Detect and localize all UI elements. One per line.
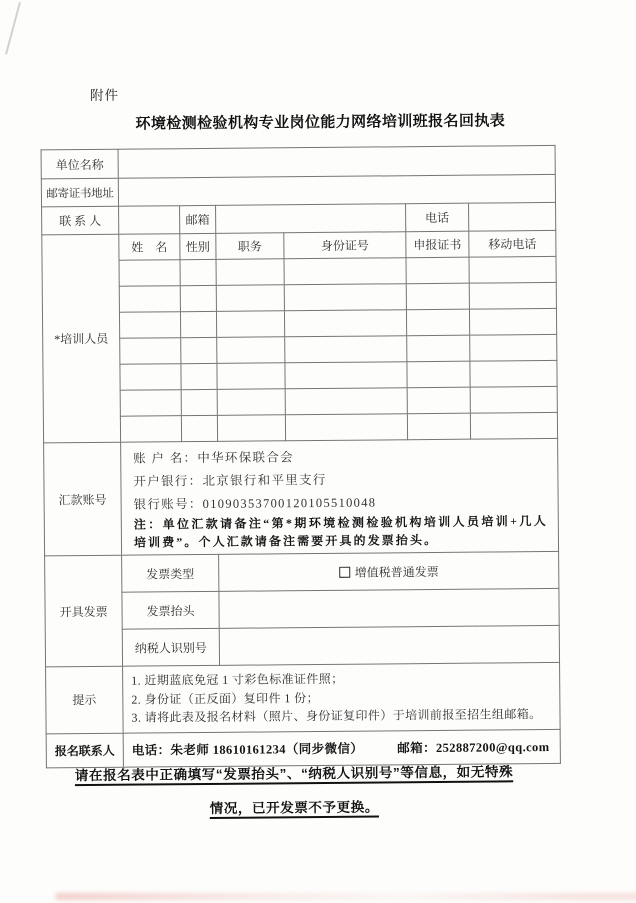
- trainee-input-cell: [120, 364, 181, 391]
- contact-phone-cell: [469, 202, 556, 231]
- trainee-input-cell: [285, 336, 407, 363]
- tip-line-3: 3. 请将此表及报名材料（照片、身份证复印件）于培训前报至招生组邮箱。: [131, 707, 542, 725]
- footer-line-2: 情况，已开发票不予更换。: [209, 799, 379, 816]
- scan-artifact-smudge: [55, 893, 636, 900]
- mail-address-row: [41, 174, 555, 206]
- mail-address-label: 邮寄证书地址: [41, 178, 118, 207]
- trainee-input-cell: [284, 284, 406, 311]
- trainee-input-cell: [470, 412, 557, 439]
- trainee-input-cell: [406, 257, 469, 284]
- invoice-title-input-cell: [219, 588, 559, 628]
- trainee-input-cell: [119, 286, 180, 313]
- invoice-type-row: [45, 551, 559, 592]
- trainee-input-cell: [469, 282, 556, 309]
- contact-row: [42, 202, 556, 234]
- trainee-input-cell: [216, 311, 284, 338]
- taxpayer-id-label: 纳税人识别号: [122, 628, 219, 666]
- contact-email-cell: [216, 204, 406, 234]
- trainee-input-cell: [284, 310, 406, 337]
- remittance-content: [121, 438, 559, 555]
- trainee-col-mobile: 移动电话: [469, 230, 556, 257]
- trainee-input-cell: [217, 363, 285, 390]
- remittance-label: 汇款账号: [44, 442, 122, 556]
- trainee-input-cell: [181, 337, 217, 363]
- remittance-account-number: 银行账号：01090353700120105510048: [133, 494, 377, 512]
- trainee-col-gender: 性别: [180, 233, 216, 259]
- signup-contact-phone: 电话：朱老师 18610161234（同步微信）: [131, 741, 364, 758]
- trainee-input-cell: [469, 256, 556, 283]
- trainee-input-cell: [469, 308, 556, 335]
- trainee-input-cell: [181, 415, 217, 441]
- contact-email-label: 邮箱: [180, 205, 216, 233]
- invoice-title-label: 发票抬头: [122, 591, 219, 629]
- tips-label: 提示: [46, 666, 124, 733]
- unit-name-input-cell: [118, 145, 555, 178]
- registration-table: [41, 145, 561, 768]
- trainee-col-name: 姓 名: [119, 234, 180, 261]
- taxpayer-id-input-cell: [219, 625, 559, 665]
- form-title: 环境检测检验机构专业岗位能力网络培训班报名回执表: [135, 113, 506, 133]
- trainee-input-cell: [470, 334, 557, 361]
- tip-line-2: 2. 身份证（正反面）复印件 1 份；: [131, 690, 320, 707]
- trainee-input-cell: [180, 285, 216, 311]
- trainee-input-cell: [407, 335, 470, 362]
- trainee-input-cell: [470, 360, 557, 387]
- trainee-col-position: 职务: [216, 233, 284, 260]
- invoice-type-label: 发票类型: [122, 554, 219, 592]
- trainee-input-cell: [120, 390, 181, 417]
- remittance-row: [44, 438, 559, 556]
- trainee-input-cell: [216, 259, 284, 286]
- attachment-label: 附件: [90, 87, 120, 103]
- trainee-input-cell: [285, 388, 407, 415]
- unit-name-label: 单位名称: [41, 149, 118, 179]
- signup-contact-label: 报名联系人: [46, 733, 123, 768]
- remittance-account-name: 账 户 名：中华环保联合会: [133, 450, 294, 466]
- footer-line-1: 请在报名表中正确填写“发票抬头”、“纳税人识别号”等信息，如无特殊: [74, 764, 514, 784]
- tips-content: [123, 662, 561, 733]
- trainee-input-cell: [217, 389, 285, 416]
- trainee-input-cell: [120, 416, 181, 443]
- trainee-input-cell: [181, 363, 217, 389]
- trainee-input-cell: [470, 386, 557, 413]
- trainee-input-cell: [407, 361, 470, 388]
- signup-contact-email: 邮箱：252887200@qq.com: [397, 740, 550, 756]
- invoice-label: 开具发票: [45, 555, 123, 667]
- trainee-col-certificate: 申报证书: [406, 231, 469, 258]
- invoice-type-value-cell: [219, 551, 559, 591]
- trainee-col-id-number: 身份证号: [284, 232, 406, 259]
- trainee-input-cell: [406, 309, 469, 336]
- contact-phone-label: 电话: [406, 203, 469, 232]
- tip-line-1: 1. 近期蓝底免冠 1 寸彩色标准证件照；: [131, 671, 344, 688]
- footer-note: [3, 760, 585, 819]
- vat-invoice-checkbox: [339, 566, 350, 577]
- contact-label: 联 系 人: [42, 206, 119, 235]
- trainee-input-cell: [285, 414, 407, 441]
- trainee-input-cell: [284, 258, 406, 285]
- trainee-input-cell: [407, 413, 470, 440]
- tips-row: [46, 662, 561, 733]
- trainee-input-cell: [285, 362, 407, 389]
- trainee-input-cell: [120, 338, 181, 365]
- trainee-input-cell: [406, 283, 469, 310]
- taxpayer-id-row: [45, 625, 559, 666]
- trainee-input-cell: [119, 312, 180, 339]
- trainee-input-cell: [181, 389, 217, 415]
- trainee-input-cell: [216, 285, 284, 312]
- vat-invoice-option-label: 增值税普通发票: [354, 564, 439, 580]
- trainee-input-cell: [217, 415, 285, 442]
- mail-address-input-cell: [118, 174, 555, 206]
- trainees-label: *培训人员: [42, 234, 121, 443]
- remittance-note: 注：单位汇款请备注“第*期环境检测检验机构培训人员培训+几人培训费”。个人汇款请备注需要开具的发票抬头。: [133, 514, 548, 550]
- contact-name-cell: [119, 206, 180, 235]
- remittance-bank: 开户银行：北京银行和平里支行: [133, 472, 327, 489]
- trainee-input-cell: [180, 259, 216, 285]
- trainee-input-cell: [119, 260, 180, 287]
- trainee-input-cell: [217, 337, 285, 364]
- trainee-input-cell: [180, 311, 216, 337]
- invoice-title-row: [45, 588, 559, 629]
- trainee-input-cell: [407, 387, 470, 414]
- unit-name-row: [41, 145, 555, 178]
